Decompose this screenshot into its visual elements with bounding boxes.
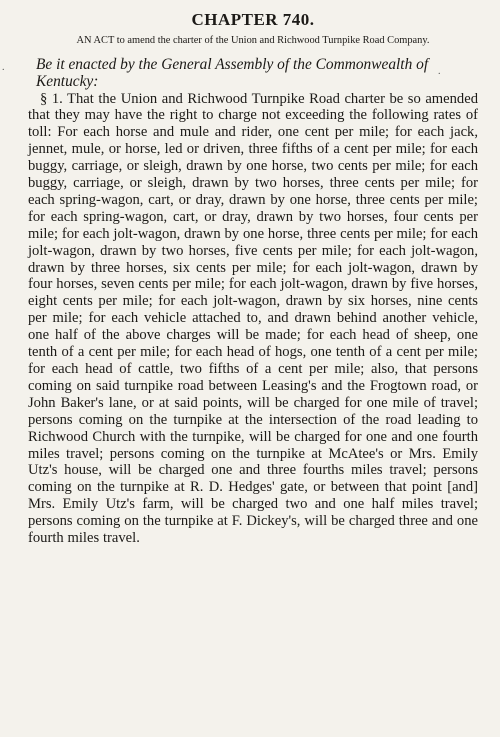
margin-mark: . xyxy=(2,62,5,73)
margin-mark: . xyxy=(438,66,441,77)
chapter-title: CHAPTER 740. xyxy=(191,10,315,29)
section-1-text: § 1. That the Union and Richwood Turnpike Road charter be so amended that they may have the right to charge not exceeding the following rates of toll: For each horse and mule and rider, one cent per mile; for each jack, jennet, mule, or horse, led or driven, three fifths of a cent per mile; for each buggy, carriage, or sleigh, drawn by one horse, two cents per mile; for each buggy, carriage, or sleigh, drawn by two horses, three cents per mile; for each spring-wagon, cart, or dray, drawn by one horse, three cents per mile; for each spring-wagon, cart, or dray, drawn by two horses, four cents per mile; for each jolt-wagon, drawn by one horse, three cents per mile; for each jolt-wagon, drawn by two horses, five cents per mile; for each jolt-wagon, drawn by three horses, six cents per mile; for each jolt-wagon, drawn by four horses, seven cents per mile; for each jolt-wagon, drawn by five horses, eight cents per mile; for each jolt-wagon, drawn by six horses, nine cents per mile; for each vehicle attached to, and drawn behind another vehicle, one half of the above charges will be made; for each head of sheep, one tenth of a cent per mile; for each head of hogs, one tenth of a cent per mile; for each head of cattle, two fifths of a cent per mile; also, that persons coming on said turnpike road between Leasing's and the Frogtown road, or John Baker's lane, or at said points, will be charged for one mile of travel; persons coming on the turnpike at the intersection of the road leading to Richwood Church with the turnpike, will be charged for one and one fourth miles travel; persons coming on the turnpike at McAtee's or Mrs. Emily Utz's house, will be charged one and three fourths miles travel; persons coming on the turnpike at R. D. Hedges' gate, or between that point [and] Mrs. Emily Utz's farm, will be charged two and one half miles travel; persons coming on the turnpike at F. Dickey's, will be charged three and one fourth miles travel. xyxy=(28,90,478,547)
enacting-clause: Be it enacted by the General Assembly of the Commonwealth of Kentucky: xyxy=(36,55,429,90)
act-title: AN ACT to amend the charter of the Union and Richwood Turnpike Road Company. xyxy=(76,35,430,46)
